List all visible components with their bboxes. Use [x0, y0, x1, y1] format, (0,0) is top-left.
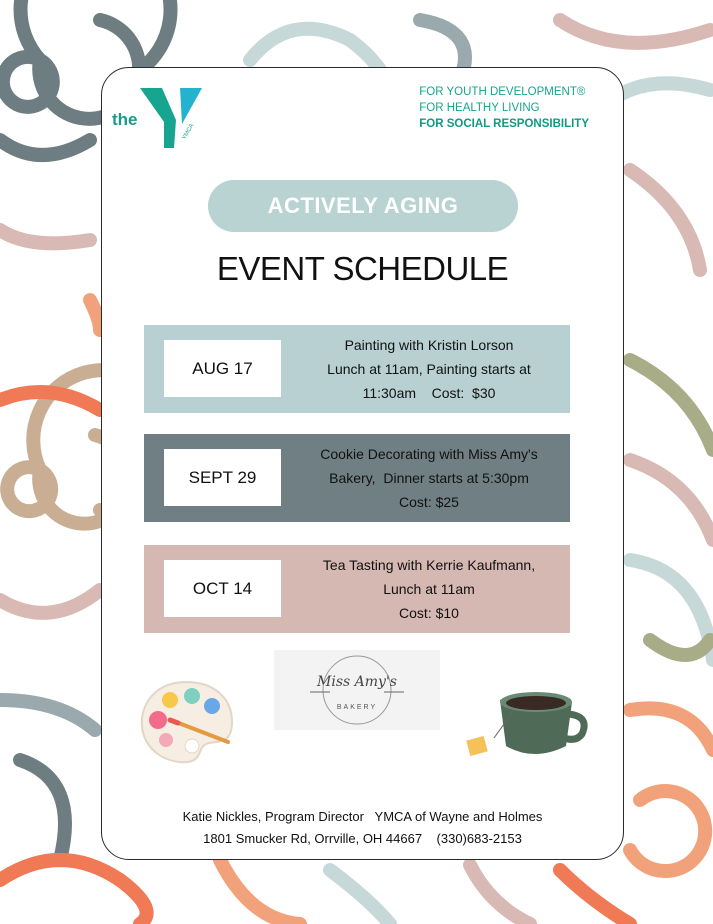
palette-icon: [136, 676, 236, 768]
event-line: Lunch at 11am, Painting starts at: [327, 361, 531, 377]
teacup-icon: [460, 680, 590, 770]
event-description: [294, 549, 564, 629]
event-date: SEPT 29: [164, 449, 281, 506]
bakery-sub: BAKERY: [336, 704, 378, 711]
event-description: [294, 329, 564, 409]
event-line: 11:30am Cost: $30: [362, 385, 496, 401]
event-date: AUG 17: [164, 340, 281, 397]
logo-word: the: [112, 110, 138, 129]
event-row: [144, 545, 570, 633]
tagline-line-3: FOR SOCIAL RESPONSIBILITY: [419, 118, 589, 130]
event-line: Tea Tasting with Kerrie Kaufmann,: [322, 557, 536, 573]
event-line: Cost: $25: [399, 494, 459, 510]
event-line: Bakery, Dinner starts at 5:30pm: [329, 470, 529, 486]
footer-line-1: Katie Nickles, Program Director YMCA of Wayne and Holmes: [182, 809, 543, 824]
event-line: Cookie Decorating with Miss Amy's: [320, 446, 538, 462]
event-row: [144, 434, 570, 522]
bakery-ring-icon: [274, 650, 440, 730]
bakery-name: Miss Amy's: [317, 674, 397, 690]
y-logo-icon: [136, 84, 206, 150]
program-pill: ACTIVELY AGING: [208, 180, 518, 232]
footer-line-2: 1801 Smucker Rd, Orrville, OH 44667 (330)683-2153: [203, 831, 522, 846]
event-line: Cost: $10: [399, 605, 459, 621]
page-title: EVENT SCHEDULE: [216, 250, 509, 287]
ymca-tagline: [419, 84, 589, 132]
logo-small-text: YMCA: [181, 122, 196, 141]
event-line: Lunch at 11am: [383, 581, 475, 597]
tagline-line-1: FOR YOUTH DEVELOPMENT®: [419, 86, 586, 98]
event-date: OCT 14: [164, 560, 281, 617]
ymca-logo: [112, 82, 212, 152]
event-line: Painting with Kristin Lorson: [344, 337, 514, 353]
bakery-logo: [274, 650, 440, 730]
event-row: [144, 325, 570, 413]
footer-contact: [102, 806, 623, 850]
event-description: [294, 438, 564, 518]
tagline-line-2: FOR HEALTHY LIVING: [419, 102, 540, 114]
flyer-card: [101, 67, 624, 860]
